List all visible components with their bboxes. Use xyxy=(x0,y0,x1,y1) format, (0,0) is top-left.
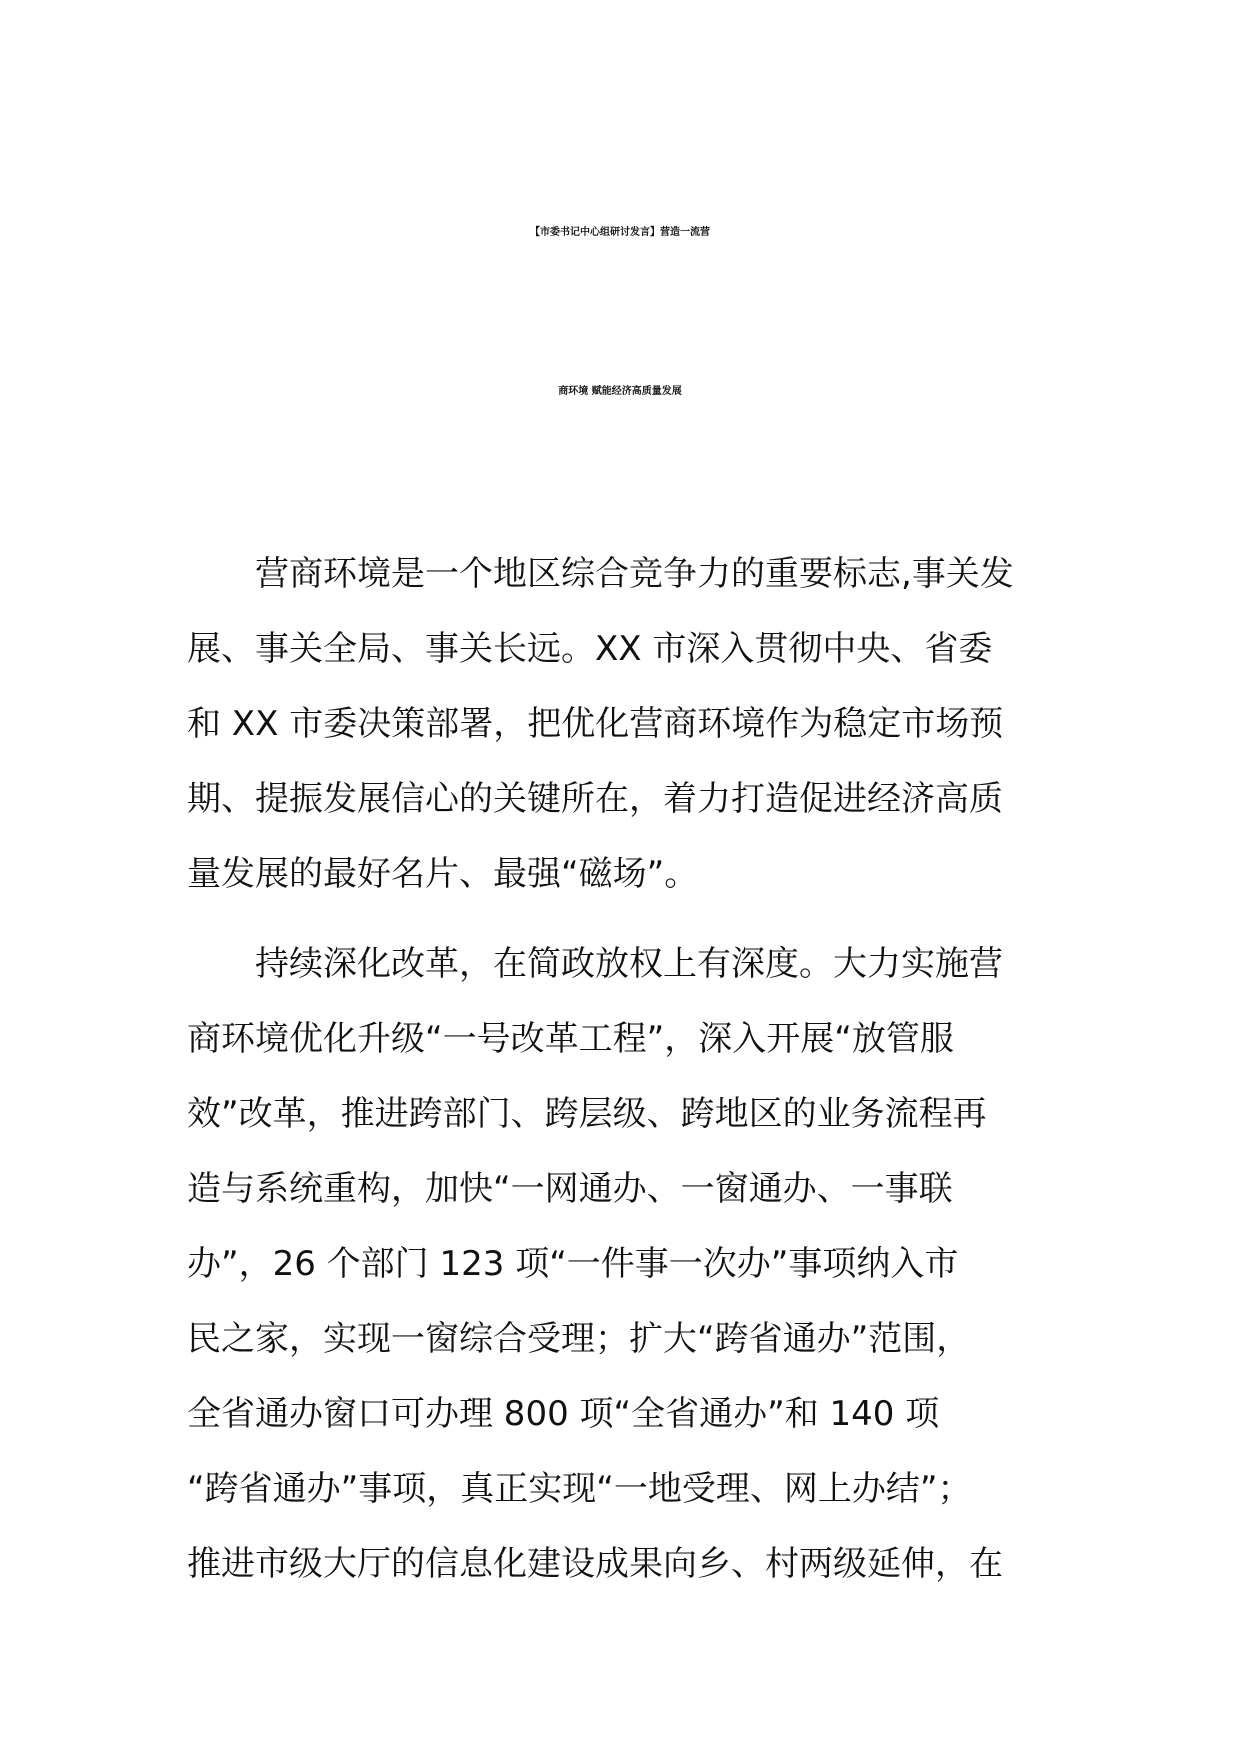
paragraph-1-line-4: 期、提振发展信心的关键所在，着力打造促进经济高质 xyxy=(187,779,1003,819)
paragraph-1-line-1: 营商环境是一个地区综合竞争力的重要标志,事关发 xyxy=(255,554,1014,594)
paragraph-2-line-1: 持续深化改革，在简政放权上有深度。大力实施营 xyxy=(255,944,1003,984)
paragraph-2-line-3: 效”改革，推进跨部门、跨层级、跨地区的业务流程再 xyxy=(187,1094,987,1134)
paragraph-2-line-7: 全省通办窗口可办理 800 项“全省通办”和 140 项 xyxy=(187,1394,940,1434)
paragraph-2-line-6: 民之家，实现一窗综合受理；扩大“跨省通办”范围， xyxy=(187,1319,971,1359)
document-title-line-2: 商环境 赋能经济高质量发展 xyxy=(558,386,682,397)
paragraph-2-line-8: “跨省通办”事项，真正实现“一地受理、网上办结”； xyxy=(187,1469,972,1509)
paragraph-2-line-2: 商环境优化升级“一号改革工程”，深入开展“放管服 xyxy=(187,1019,954,1059)
paragraph-1-line-3: 和 XX 市委决策部署，把优化营商环境作为稳定市场预 xyxy=(187,704,1004,744)
paragraph-2-line-4: 造与系统重构，加快“一网通办、一窗通办、一事联 xyxy=(187,1169,953,1209)
paragraph-1-line-2: 展、事关全局、事关长远。XX 市深入贯彻中央、省委 xyxy=(187,629,993,669)
document-title-line-1: 【市委书记中心组研讨发言】营造一流营 xyxy=(530,227,710,238)
paragraph-2-line-9: 推进市级大厅的信息化建设成果向乡、村两级延伸，在 xyxy=(187,1544,1003,1584)
paragraph-2-line-5: 办”，26 个部门 123 项“一件事一次办”事项纳入市 xyxy=(187,1244,959,1284)
paragraph-1-line-5: 量发展的最好名片、最强“磁场”。 xyxy=(187,854,699,894)
